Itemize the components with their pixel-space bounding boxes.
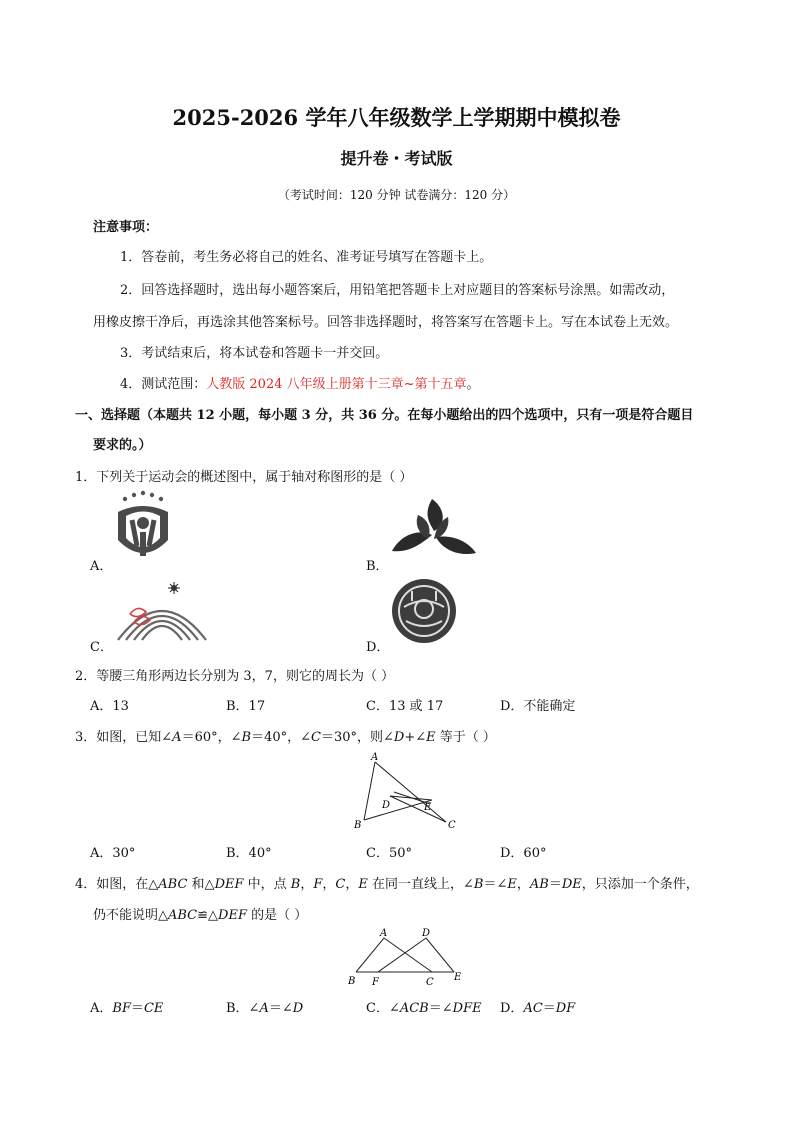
q4-option-a: A．BF＝CE [90, 1001, 164, 1016]
q1-stem: 1．下列关于运动会的概述图中，属于轴对称图形的是（ ） [75, 470, 413, 485]
q3-option-a: A．30° [90, 846, 136, 861]
q3-option-d: D．60° [500, 846, 547, 861]
q1-logo-b-image [388, 495, 480, 565]
notice-item-3: 3．考试结束后，将本试卷和答题卡一并交回。 [120, 346, 389, 361]
exam-title: 2025-2026 学年八年级数学上学期期中模拟卷 [172, 105, 621, 130]
notice-item-1: 1．答卷前，考生务必将自己的姓名、准考证号填写在答题卡上。 [120, 250, 493, 265]
q4-label-d: D [422, 928, 431, 939]
q2-option-d: D．不能确定 [500, 699, 576, 714]
section-1-heading-line-1: 一、选择题（本题共 12 小题，每小题 3 分，共 36 分。在每小题给出的四个选项中，只有一项是符合题目 [75, 408, 694, 423]
q4-figure [344, 926, 466, 988]
exam-subtitle: 提升卷・考试版 [340, 149, 453, 168]
notice-item-4-suffix: 。 [466, 377, 480, 392]
q1-logo-d-image [390, 577, 458, 645]
notice-item-2-line-1: 2．回答选择题时，选出每小题答案后，用铅笔把答题卡上对应题目的答案标号涂黑。如需改动， [120, 283, 675, 298]
q4-option-c: C．∠ACB＝∠DFE [366, 1001, 482, 1016]
q4-stem-line-2: 仍不能说明△ABC≌△DEF 的是（ ） [93, 908, 308, 923]
q2-stem: 2．等腰三角形两边长分别为 3，7，则它的周长为（ ） [75, 669, 395, 684]
q3-label-c: C [448, 820, 456, 831]
q3-option-b: B．40° [226, 846, 272, 861]
q4-option-b: B．∠A＝∠D [226, 1001, 304, 1016]
q3-figure [350, 748, 460, 832]
q2-option-a: A．13 [90, 699, 129, 714]
notice-item-4 [120, 373, 480, 392]
q1-option-c-label: C． [90, 640, 113, 655]
section-1-heading-line-2: 要求的。） [93, 438, 152, 453]
q4-stem-line-1: 4．如图，在△ABC 和△DEF 中，点 B，F，C，E 在同一直线上，∠B＝∠E，AB＝DE，只添加一个条件， [75, 877, 699, 892]
q4-label-a: A [380, 928, 388, 939]
q1-logo-c-image [112, 578, 212, 648]
q2-option-c: C．13 或 17 [366, 699, 444, 714]
q4-label-b: B [348, 976, 356, 987]
q1-logo-a-image [112, 490, 174, 570]
q1-option-a-label: A． [90, 559, 113, 574]
exam-time-info: （考试时间：120 分钟 试卷满分：120 分） [277, 188, 516, 202]
q4-label-f: F [372, 977, 379, 988]
q4-label-e: E [454, 972, 462, 983]
q4-option-d: D．AC＝DF [500, 1001, 576, 1016]
q1-option-b-label: B． [366, 559, 389, 574]
notice-heading: 注意事项： [93, 220, 159, 235]
notice-item-2-line-2: 用橡皮擦干净后，再选涂其他答案标号。回答非选择题时，将答案写在答题卡上。写在本试卷上无效。 [93, 315, 679, 330]
q3-option-c: C．50° [366, 846, 412, 861]
test-scope: 人教版 2024 八年级上册第十三章~第十五章 [206, 377, 467, 392]
q1-option-d-label: D． [366, 640, 390, 655]
q3-label-e: E [424, 802, 432, 813]
q3-label-d: D [382, 800, 391, 811]
q2-option-b: B．17 [226, 699, 266, 714]
q4-label-c: C [426, 977, 434, 988]
q3-label-b: B [354, 820, 362, 831]
q3-stem: 3．如图，已知∠A＝60°，∠B＝40°，∠C＝30°，则∠D+∠E 等于（ ） [75, 730, 496, 745]
notice-item-4-prefix: 4．测试范围： [120, 377, 207, 392]
q3-label-a: A [371, 752, 379, 763]
